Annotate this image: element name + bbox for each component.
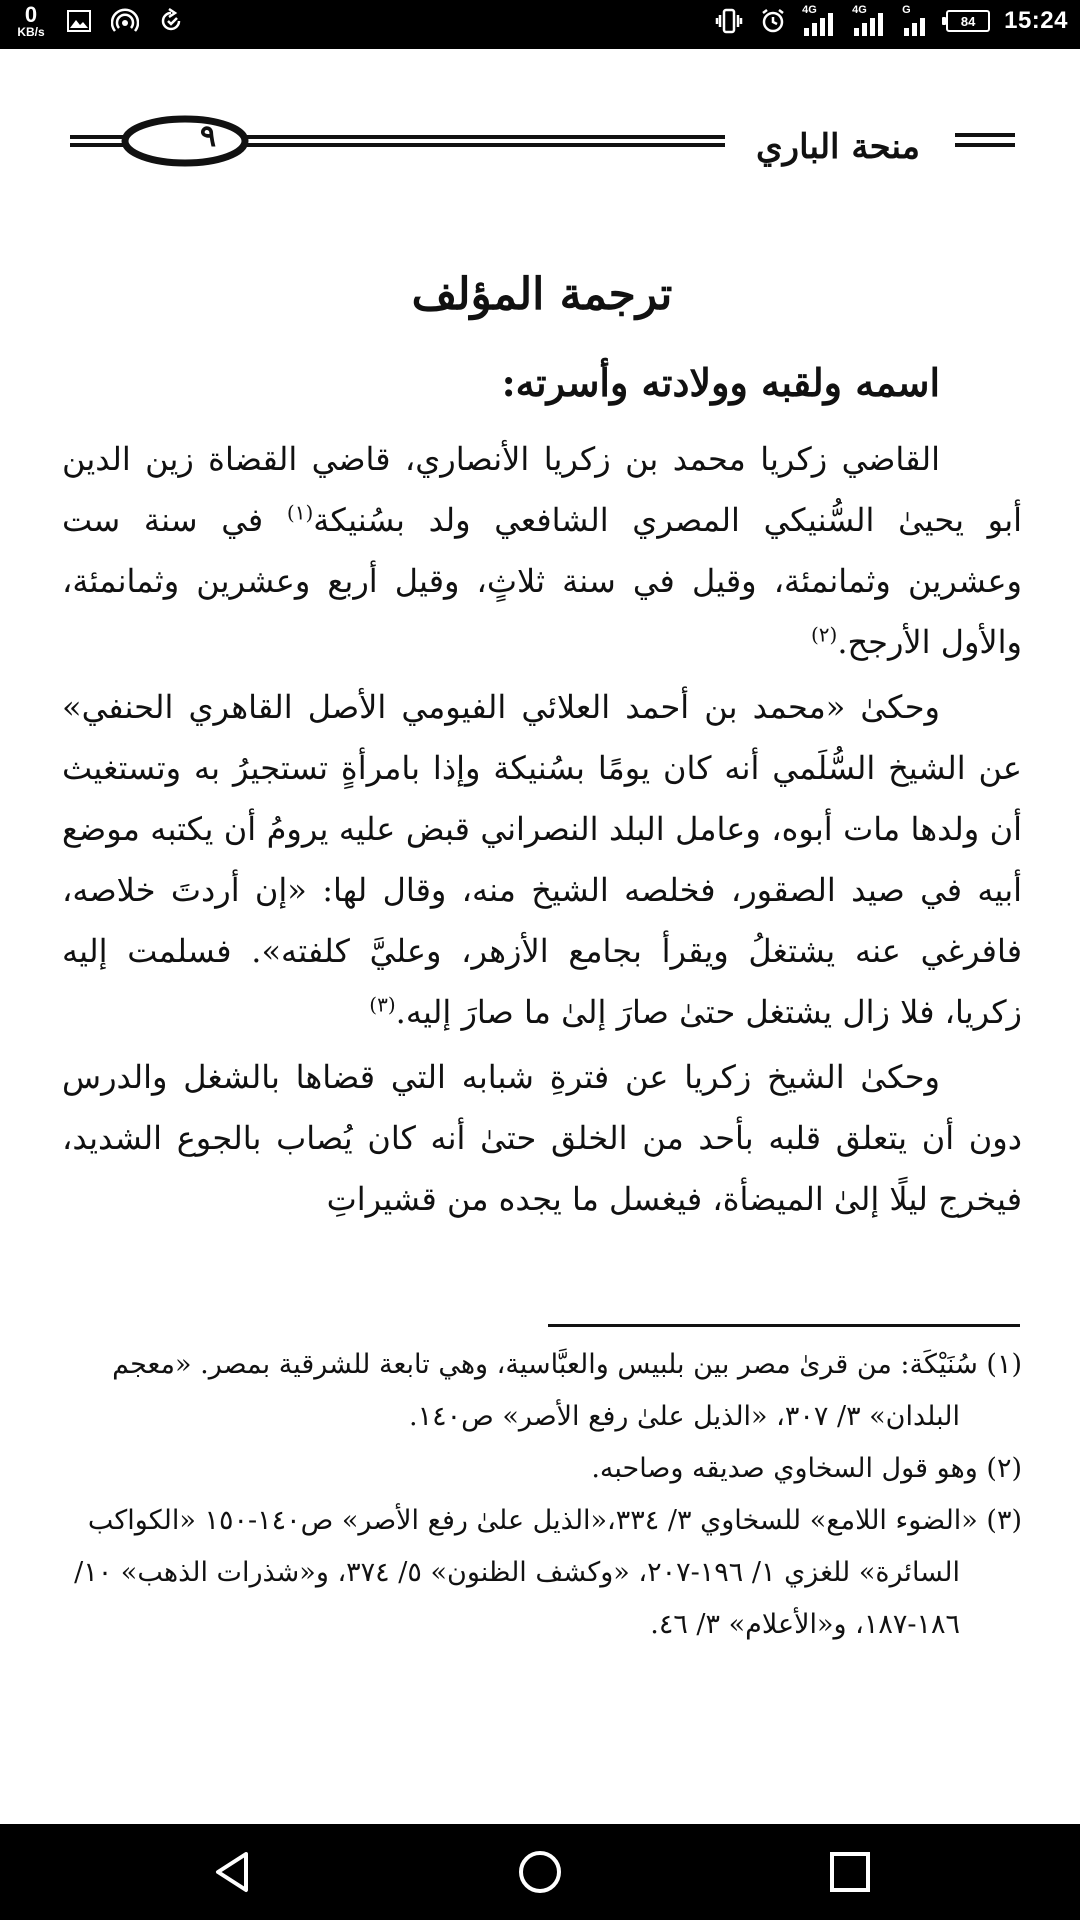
chapter-title: ترجمة المؤلف [411,269,673,320]
signal-label-1: 4G [802,4,817,16]
net-speed-indicator [14,4,48,38]
book-title: منحة الباري [756,127,920,167]
hotspot-icon [110,6,140,36]
paragraph-text: في سنة ست وعشرين وثمانمئة، وقيل في سنة ثلاثٍ، وقيل أربع وعشرين وثمانمئة، والأول الأرجح. [62,501,1023,661]
sync-icon [156,6,186,36]
page-body [62,269,1022,1230]
paragraph-text: وحكىٰ «محمد بن أحمد العلائي الفيومي الأصل القاهري الحنفي» عن الشيخ السُّلَمي أنه كان يومًا بسُنيكة وإذا بامرأةٍ تستجيرُ به وتستغيث أن ولدها مات أبوه، وعامل البلد النصراني قبض عليه يرومُ أن يكتبه موضع أبيه في صيد الصقور، فخلصه الشيخ منه، وقال لها: «إن أردتَ خلاصه، فافرغي عنه يشتغلُ ويقرأ بجامع الأزهر، وعليَّ كلفته». فسلمت إليه زكريا، فلا زال يشتغل حتىٰ صارَ إلىٰ ما صارَ إليه. [62,688,1023,1031]
home-icon [516,1848,564,1896]
page-header [60,89,1030,199]
signal-icon [802,6,838,36]
paragraph-text: وحكىٰ الشيخ زكريا عن فترةِ شبابه التي قضاها بالشغل والدرس دون أن يتعلق قلبه بأحد من الخلق حتىٰ أنه كان يُصاب بالجوع الشديد، فيخرج ليلًا إلىٰ الميضأة، فيغسل ما يجده من قشيراتِ [62,1058,1022,1218]
recents-icon [826,1848,874,1896]
navigation-bar [0,1824,1080,1920]
paragraph [62,429,1022,673]
footnote: (٣) «الضوء اللامع» للسخاوي ٣/ ٣٣٤،«الذيل علىٰ رفع الأصر» ص١٤٠-١٥٠ «الكواكب السائرة» للغزي ١/ ١٩٦-٢٠٧، «وكشف الظنون» ٥/ ٣٧٤، و«شذرات الذهب» ١٠/ ١٨٦-١٨٧، و«الأعلام» ٣/ ٤٦. [74,1505,1022,1640]
recents-button[interactable] [826,1848,874,1896]
page-number: ٩ [200,119,217,154]
footnote-ref: (٣) [369,992,396,1017]
paragraph [62,1047,1022,1230]
footnote-divider [548,1324,1020,1327]
paragraph-text: القاضي زكريا محمد بن زكريا الأنصاري، قاضي القضاة زين الدين أبو يحيىٰ السُّنيكي المصري الشافعي ولد بسُنيكة [62,440,1023,539]
signal-icon [852,6,888,36]
footnote-ref: (٢) [810,622,838,647]
paragraph [62,677,1022,1043]
clock: 15:24 [1004,7,1068,34]
footnote-ref: (١) [286,500,314,525]
footnotes [62,1339,1022,1651]
net-speed-value: 0 [24,2,38,27]
book-page[interactable] [0,49,1080,1824]
footnote: (٢) وهو قول السخاوي صديقه وصاحبه. [591,1453,1022,1484]
signal-label-2: 4G [852,4,867,16]
status-bar [0,0,1080,49]
signal-icon [902,6,932,36]
battery-level: 84 [960,13,976,29]
home-button[interactable] [516,1848,564,1896]
alarm-icon [758,6,788,36]
section-title: اسمه ولقبه وولادته وأسرته: [501,360,940,405]
image-icon [64,6,94,36]
signal-label-3: G [902,4,911,16]
battery-icon [946,10,990,32]
net-speed-unit: KB/s [17,25,45,39]
vibrate-icon [714,6,744,36]
back-button[interactable] [208,1848,256,1896]
back-icon [208,1848,256,1896]
footnote: (١) سُنَيْكَة: من قرىٰ مصر بين بلبيس والعبَّاسية، وهي تابعة للشرقية بمصر. «معجم البلدان» ٣/ ٣٠٧، «الذيل علىٰ رفع الأصر» ص١٤٠. [112,1349,1022,1432]
